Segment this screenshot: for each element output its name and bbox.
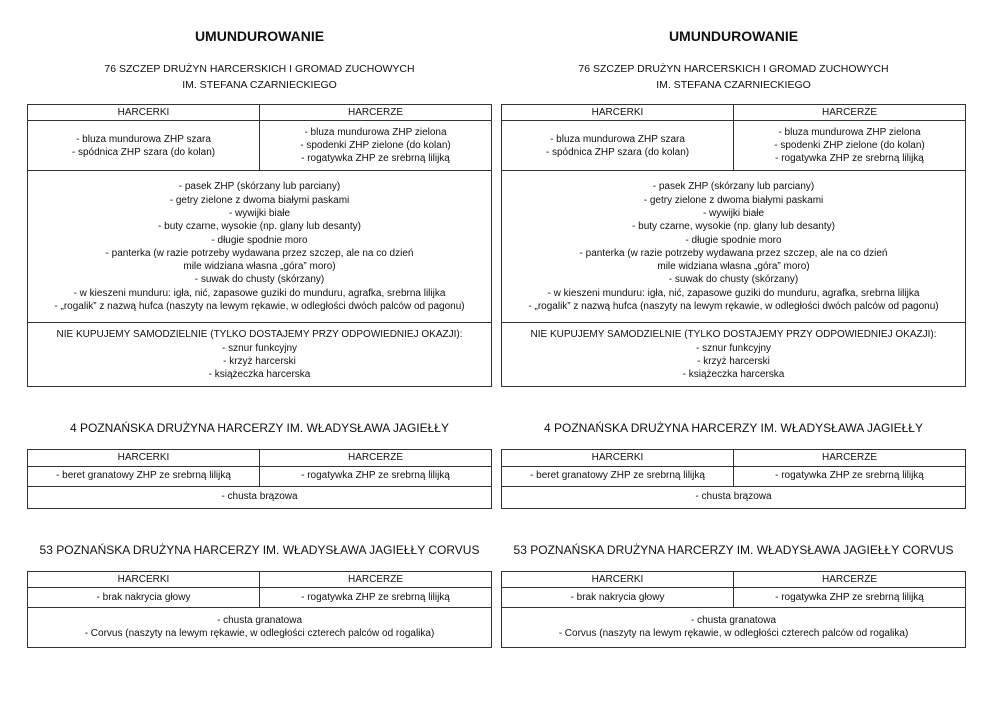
column-header-girls: HARCERKI [502,450,734,466]
boys-uniform-cell [734,121,966,171]
list-item: - panterka (w razie potrzeby wydawana przez szczep, ale na co dzień [105,247,414,259]
girls-headwear-cell: - beret granatowy ZHP ze srebrną lilijką [502,466,734,486]
main-uniform-table [501,104,966,387]
column-header-boys: HARCERZE [260,105,492,121]
team53-table [501,571,966,648]
list-item: mile widziana własna „góra” moro) [657,261,810,273]
team4-common-cell [28,486,492,508]
team4-common-cell [502,486,966,508]
list-item: - spodenki ZHP zielone (do kolan) [300,140,451,152]
girls-headwear-cell: - brak nakrycia głowy [28,587,260,607]
team4-table [27,449,492,508]
list-item: - w kieszeni munduru: igła, nić, zapasowe guziki do munduru, agrafka, srebrna lilijka [547,287,920,299]
team53-title: 53 POZNAŃSKA DRUŻYNA HARCERZY IM. WŁADYSŁAWA JAGIEŁŁY CORVUS [513,542,954,557]
team53-common-cell [28,607,492,647]
boys-headwear-cell: - rogatywka ZHP ze srebrną lilijką [260,587,492,607]
team4-title: 4 POZNAŃSKA DRUŻYNA HARCERZY IM. WŁADYSŁAWA JAGIEŁŁY [70,421,449,436]
list-item: - suwak do chusty (skórzany) [668,274,799,286]
boys-uniform-cell [260,121,492,171]
not-bought-cell [28,323,492,387]
main-uniform-table [27,104,492,387]
list-item: - bluza mundurowa ZHP szara [550,133,685,145]
girls-uniform-cell [28,121,260,171]
list-item: - chusta granatowa [216,615,303,627]
list-item: - Corvus (naszyty na lewym rękawie, w odległości czterech palców od rogalika) [84,628,435,640]
column-header-boys: HARCERZE [260,450,492,466]
girls-headwear-cell: - beret granatowy ZHP ze srebrną lilijką [28,466,260,486]
list-item: - krzyż harcerski [223,355,296,367]
girls-headwear-cell: - brak nakrycia głowy [502,587,734,607]
not-bought-heading: NIE KUPUJEMY SAMODZIELNIE (TYLKO DOSTAJEMY PRZY ODPOWIEDNIEJ OKAZJI): [530,329,937,341]
team4-title: 4 POZNAŃSKA DRUŻYNA HARCERZY IM. WŁADYSŁAWA JAGIEŁŁY [544,421,923,436]
list-item: - buty czarne, wysokie (np. glany lub desanty) [632,221,835,233]
list-item: - bluza mundurowa ZHP szara [76,133,211,145]
list-item: - getry zielone z dwoma białymi paskami [643,194,824,206]
list-item: - książeczka harcerska [682,369,785,381]
list-item: - wywijki białe [702,207,765,219]
list-item: - krzyż harcerski [697,355,770,367]
not-bought-heading: NIE KUPUJEMY SAMODZIELNIE (TYLKO DOSTAJEMY PRZY ODPOWIEDNIEJ OKAZJI): [56,329,463,341]
common-uniform-cell [28,171,492,323]
list-item: - długie spodnie moro [211,234,308,246]
list-item: - chusta granatowa [690,615,777,627]
team53-title: 53 POZNAŃSKA DRUŻYNA HARCERZY IM. WŁADYSŁAWA JAGIEŁŁY CORVUS [39,542,480,557]
list-item: - suwak do chusty (skórzany) [194,274,325,286]
team53-table [27,571,492,648]
list-item: - „rogalik” z nazwą hufca (naszyty na lewym rękawie, w odległości dwóch palców od pagonu) [54,300,465,312]
boys-headwear-cell: - rogatywka ZHP ze srebrną lilijką [734,587,966,607]
column-header-girls: HARCERKI [28,450,260,466]
common-uniform-cell [502,171,966,323]
column-header-girls: HARCERKI [28,571,260,587]
not-bought-cell [502,323,966,387]
list-item: - rogatywka ZHP ze srebrną lilijką [301,153,450,165]
column-header-boys: HARCERZE [734,571,966,587]
list-item: - chusta brązowa [221,491,298,503]
copy-right [501,0,966,648]
copy-left [27,0,492,648]
list-item: - panterka (w razie potrzeby wydawana przez szczep, ale na co dzień [579,247,888,259]
list-item: - książeczka harcerska [208,369,311,381]
list-item: - rogatywka ZHP ze srebrną lilijką [775,153,924,165]
organization-name [27,61,492,93]
list-item: - Corvus (naszyty na lewym rękawie, w odległości czterech palców od rogalika) [558,628,909,640]
list-item: - pasek ZHP (skórzany lub parciany) [652,181,815,193]
column-header-boys: HARCERZE [260,571,492,587]
list-item: - spódnica ZHP szara (do kolan) [71,146,216,158]
list-item: - długie spodnie moro [685,234,782,246]
organization-name-line2: IM. STEFANA CZARNIECKIEGO [182,79,337,91]
list-item: - chusta brązowa [695,491,772,503]
list-item: - wywijki białe [228,207,291,219]
list-item: - sznur funkcyjny [695,342,772,354]
organization-name-line1: 76 SZCZEP DRUŻYN HARCERSKICH I GROMAD ZUCHOWYCH [578,63,889,75]
column-header-boys: HARCERZE [734,450,966,466]
organization-name-line2: IM. STEFANA CZARNIECKIEGO [656,79,811,91]
team4-table [501,449,966,508]
document-title: UMUNDUROWANIE [194,28,325,44]
column-header-girls: HARCERKI [502,571,734,587]
boys-headwear-cell: - rogatywka ZHP ze srebrną lilijką [734,466,966,486]
organization-name [501,61,966,93]
list-item: mile widziana własna „góra” moro) [183,261,336,273]
list-item: - w kieszeni munduru: igła, nić, zapasowe guziki do munduru, agrafka, srebrna lilijka [73,287,446,299]
list-item: - getry zielone z dwoma białymi paskami [169,194,350,206]
list-item: - spódnica ZHP szara (do kolan) [545,146,690,158]
list-item: - spodenki ZHP zielone (do kolan) [774,140,925,152]
list-item: - pasek ZHP (skórzany lub parciany) [178,181,341,193]
column-header-girls: HARCERKI [28,105,260,121]
list-item: - bluza mundurowa ZHP zielona [778,126,921,138]
column-header-girls: HARCERKI [502,105,734,121]
organization-name-line1: 76 SZCZEP DRUŻYN HARCERSKICH I GROMAD ZUCHOWYCH [104,63,415,75]
list-item: - „rogalik” z nazwą hufca (naszyty na lewym rękawie, w odległości dwóch palców od pagonu) [528,300,939,312]
team53-common-cell [502,607,966,647]
boys-headwear-cell: - rogatywka ZHP ze srebrną lilijką [260,466,492,486]
girls-uniform-cell [502,121,734,171]
column-header-boys: HARCERZE [734,105,966,121]
list-item: - sznur funkcyjny [221,342,298,354]
list-item: - buty czarne, wysokie (np. glany lub desanty) [158,221,361,233]
document-title: UMUNDUROWANIE [668,28,799,44]
list-item: - bluza mundurowa ZHP zielona [304,126,447,138]
